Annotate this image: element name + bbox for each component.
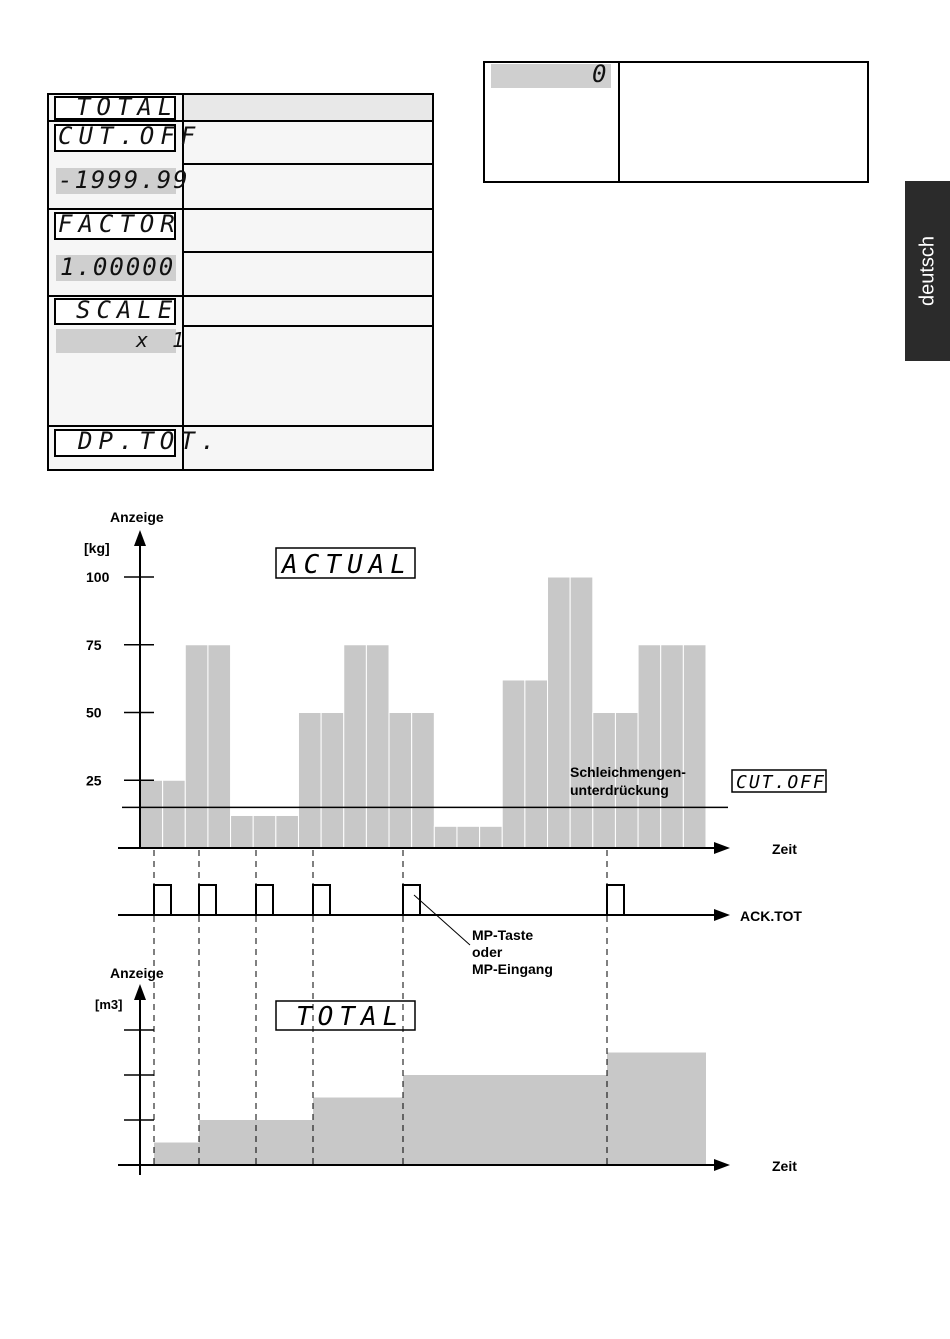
arrow-icon <box>714 1159 730 1171</box>
lcd-scale: SCALE <box>76 296 179 324</box>
mp-leader-line <box>414 895 470 945</box>
lcd-dptot: DP.TOT. <box>78 427 222 455</box>
total-bars <box>154 1053 706 1166</box>
actual-bar <box>298 713 321 849</box>
cutoff-display: CUT.OFF <box>736 772 826 793</box>
actual-bar <box>140 780 163 848</box>
total-bar <box>403 1075 607 1165</box>
actual-bar <box>525 680 548 848</box>
bottom-time-label: Zeit <box>772 1158 797 1174</box>
cutoff-label-1: Schleichmengen- <box>570 764 686 780</box>
ack-pulse <box>313 885 330 915</box>
ack-pulse <box>403 885 420 915</box>
actual-bar <box>321 713 344 849</box>
arrow-icon <box>134 984 146 1000</box>
ack-pulse <box>607 885 624 915</box>
actual-bar <box>502 680 525 848</box>
ack-pulses <box>154 885 624 915</box>
total-bar <box>154 1143 199 1166</box>
actual-bar <box>615 713 638 849</box>
lcd-cutoff-value: -1999.99 <box>58 166 190 194</box>
actual-bar <box>276 815 299 848</box>
actual-bar <box>366 645 389 848</box>
mp-label-3: MP-Eingang <box>472 961 553 977</box>
total-bar <box>256 1120 313 1165</box>
arrow-icon <box>134 530 146 546</box>
y-tick-label: 25 <box>86 772 102 789</box>
lcd-scale-value: x 1 <box>136 328 191 352</box>
actual-bar <box>208 645 231 848</box>
y-tick-label: 50 <box>86 704 102 721</box>
total-bar <box>607 1053 706 1166</box>
mp-label-2: oder <box>472 944 503 960</box>
actual-bar <box>231 815 254 848</box>
actual-bar <box>163 780 186 848</box>
cutoff-label-2: unterdrückung <box>570 782 669 798</box>
actual-bar <box>344 645 367 848</box>
language-tab-label: deutsch <box>916 235 938 307</box>
lcd-total: TOTAL <box>76 93 179 121</box>
actual-bar <box>185 645 208 848</box>
y-tick-label: 75 <box>86 636 102 653</box>
actual-bar <box>593 713 616 849</box>
arrow-icon <box>714 842 730 854</box>
bottom-axis-label: Anzeige <box>110 965 164 981</box>
ack-label: ACK.TOT <box>740 908 802 924</box>
actual-bar <box>480 826 503 848</box>
actual-bar <box>638 645 661 848</box>
lcd-factor: FACTOR <box>58 210 181 238</box>
mp-label-1: MP-Taste <box>472 927 534 943</box>
total-bar <box>199 1120 256 1165</box>
top-axis-label: Anzeige <box>110 509 164 525</box>
ack-pulse <box>256 885 273 915</box>
total-display: TOTAL <box>296 1002 405 1032</box>
arrow-icon <box>714 909 730 921</box>
lcd-factor-value: 1.00000 <box>60 253 176 281</box>
y-tick-label: 100 <box>86 569 110 585</box>
actual-bar <box>683 645 706 848</box>
time-label: Zeit <box>772 841 797 857</box>
actual-bar <box>412 713 435 849</box>
actual-display: ACTUAL <box>282 550 412 580</box>
lcd-cutoff: CUT.OFF <box>58 122 202 150</box>
actual-bar <box>661 645 684 848</box>
bottom-unit: [m3] <box>95 997 123 1012</box>
actual-bar <box>389 713 412 849</box>
y-ticks <box>86 569 154 788</box>
actual-bar <box>434 826 457 848</box>
ack-pulse <box>199 885 216 915</box>
lcd-zero: 0 <box>592 60 613 88</box>
actual-bar <box>457 826 480 848</box>
actual-bar <box>253 815 276 848</box>
ack-pulse <box>154 885 171 915</box>
total-bar <box>313 1098 403 1166</box>
top-unit: [kg] <box>84 540 110 556</box>
